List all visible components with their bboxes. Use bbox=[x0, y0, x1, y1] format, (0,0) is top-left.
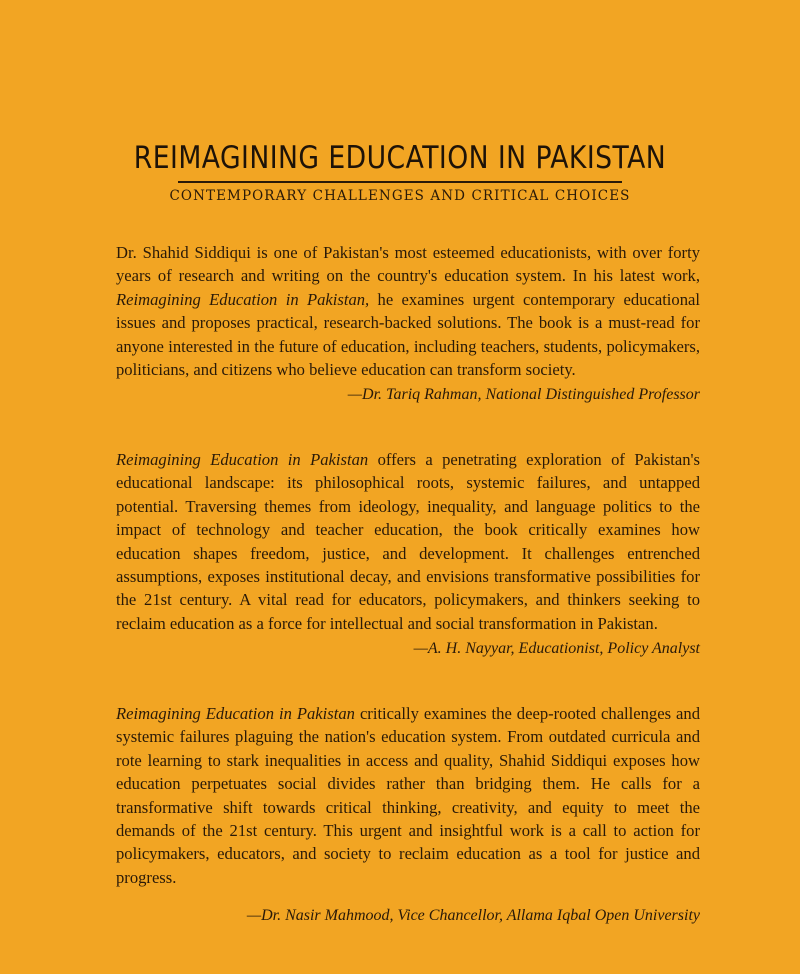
blurb-attribution: —A. H. Nayyar, Educationist, Policy Analyst bbox=[413, 640, 700, 658]
blurb-1 bbox=[116, 241, 700, 406]
blurb-lead: Dr. Shahid Siddiqui is one of Pakistan's most esteemed educationists, with over forty years of research and writing on the country's education system. In his latest work, bbox=[116, 243, 700, 286]
blurb-body: he examines urgent contemporary educational issues and proposes practical, research-backed solutions. The book is a must-read for anyone interested in the future of education, including teachers, students, policymakers, politicians, and citizens who believe education can transform society. bbox=[116, 289, 700, 380]
blurb-attribution: —Dr. Nasir Mahmood, Vice Chancellor, Allama Iqbal Open University bbox=[246, 907, 700, 925]
blurb-text bbox=[116, 702, 700, 889]
book-title-reference: Reimagining Education in Pakistan, bbox=[116, 289, 370, 309]
blurb-body: offers a penetrating exploration of Pakistan's educational landscape: its philosophical roots, systemic failures, and untapped potential. Traversing themes from ideology, inequality, and language politics to the impact of technology and teacher education, the book critically examines how education shapes freedom, justice, and development. It challenges entrenched assumptions, exposes institutional decay, and envisions transformative possibilities for the 21st century. A vital read for educators, policymakers, and thinkers seeking to reclaim education as a force for intellectual and social transformation in Pakistan. bbox=[116, 450, 700, 633]
blurb-text bbox=[116, 241, 700, 381]
blurb-text bbox=[116, 448, 700, 635]
title-divider bbox=[178, 181, 622, 183]
blurb-attribution: —Dr. Tariq Rahman, National Distinguished Professor bbox=[347, 386, 700, 404]
blurb-body: critically examines the deep-rooted challenges and systemic failures plaguing the nation's education system. From outdated curricula and rote learning to stark inequalities in access and quality, Shahid Siddiqui exposes how education perpetuates social divides rather than bridging them. He calls for a transformative shift towards critical thinking, creativity, and equity to meet the demands of the 21st century. This urgent and insightful work is a call to action for policymakers, educators, and society to reclaim education as a tool for justice and progress. bbox=[116, 704, 701, 887]
book-title-reference: Reimagining Education in Pakistan bbox=[116, 704, 355, 723]
blurb-3 bbox=[116, 702, 700, 927]
book-title-reference: Reimagining Education in Pakistan bbox=[116, 450, 369, 469]
blurb-2 bbox=[116, 448, 700, 660]
book-title: REIMAGINING EDUCATION IN PAKISTAN bbox=[133, 140, 667, 176]
book-subtitle: CONTEMPORARY CHALLENGES AND CRITICAL CHOICES bbox=[169, 188, 631, 204]
